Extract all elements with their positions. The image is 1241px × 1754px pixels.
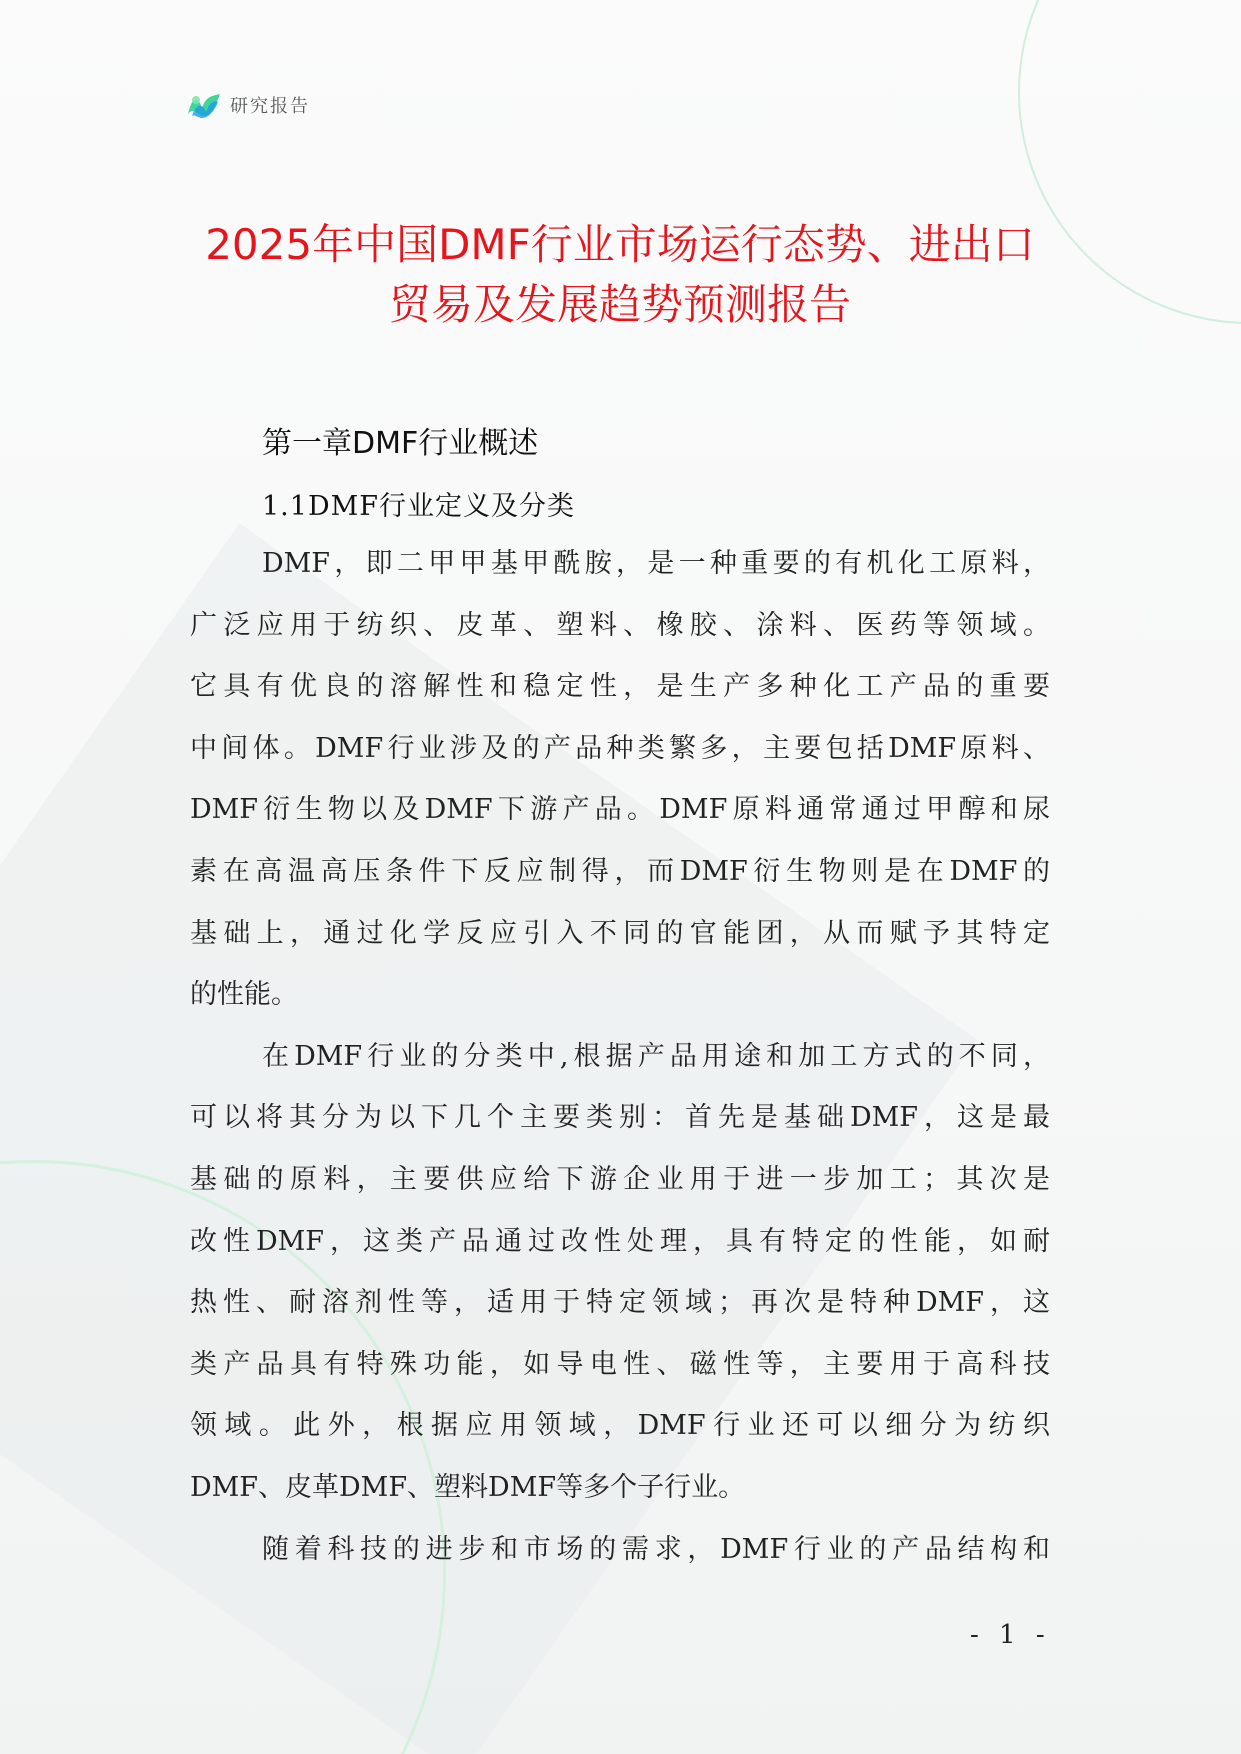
report-title-line-1: 2025年中国DMF行业市场运行态势、进出口	[205, 220, 1035, 269]
text-line: DMF，即二甲甲基甲酰胺，是一种重要的有机化工原料，	[262, 548, 1050, 579]
text-line: 热性、耐溶剂性等，适用于特定领域；再次是特种DMF，这	[190, 1287, 1050, 1319]
text-line: 可以将其分为以下几个主要类别：首先是基础DMF，这是最	[190, 1102, 1050, 1134]
report-title-line-2: 贸易及发展趋势预测报告	[388, 280, 851, 329]
text-line: 素在高温高压条件下反应制得，而DMF衍生物则是在DMF的	[190, 855, 1050, 887]
text-line: DMF、皮革DMF、塑料DMF等多个子行业。	[190, 1471, 746, 1503]
report-logo-icon	[186, 90, 222, 120]
header-label: 研究报告	[230, 96, 310, 117]
text-line: 改性DMF，这类产品通过改性处理，具有特定的性能，如耐	[190, 1225, 1050, 1257]
report-header	[186, 90, 310, 120]
text-line: 在DMF行业的分类中,根据产品用途和加工方式的不同，	[262, 1040, 1050, 1072]
section-heading: 1.1DMF行业定义及分类	[262, 491, 575, 522]
text-line: 它具有优良的溶解性和稳定性，是生产多种化工产品的重要	[190, 671, 1050, 703]
paragraph	[190, 1519, 1050, 1581]
text-line: 领域。此外，根据应用领域，DMF行业还可以细分为纺织	[190, 1410, 1050, 1442]
text-line: 基础上，通过化学反应引入不同的官能团，从而赋予其特定	[190, 917, 1050, 949]
paragraph	[190, 533, 1050, 1026]
page-number: - 1 -	[970, 1620, 1051, 1650]
paragraph	[190, 1026, 1050, 1519]
text-line: 类产品具有特殊功能，如导电性、磁性等，主要用于高科技	[190, 1348, 1050, 1380]
report-title	[140, 215, 1100, 335]
text-line: 的性能。	[190, 979, 298, 1011]
text-line: 基础的原料，主要供应给下游企业用于进一步加工；其次是	[190, 1163, 1050, 1195]
text-line: 广泛应用于纺织、皮革、塑料、橡胶、涂料、医药等领域。	[190, 609, 1050, 641]
text-line: 中间体。DMF行业涉及的产品种类繁多，主要包括DMF原料、	[190, 732, 1050, 764]
text-line: DMF衍生物以及DMF下游产品。DMF原料通常通过甲醇和尿	[190, 794, 1050, 826]
chapter-heading: 第一章DMF行业概述	[262, 426, 539, 461]
body-text	[190, 533, 1050, 1580]
text-line: 随着科技的进步和市场的需求，DMF行业的产品结构和	[262, 1533, 1050, 1565]
